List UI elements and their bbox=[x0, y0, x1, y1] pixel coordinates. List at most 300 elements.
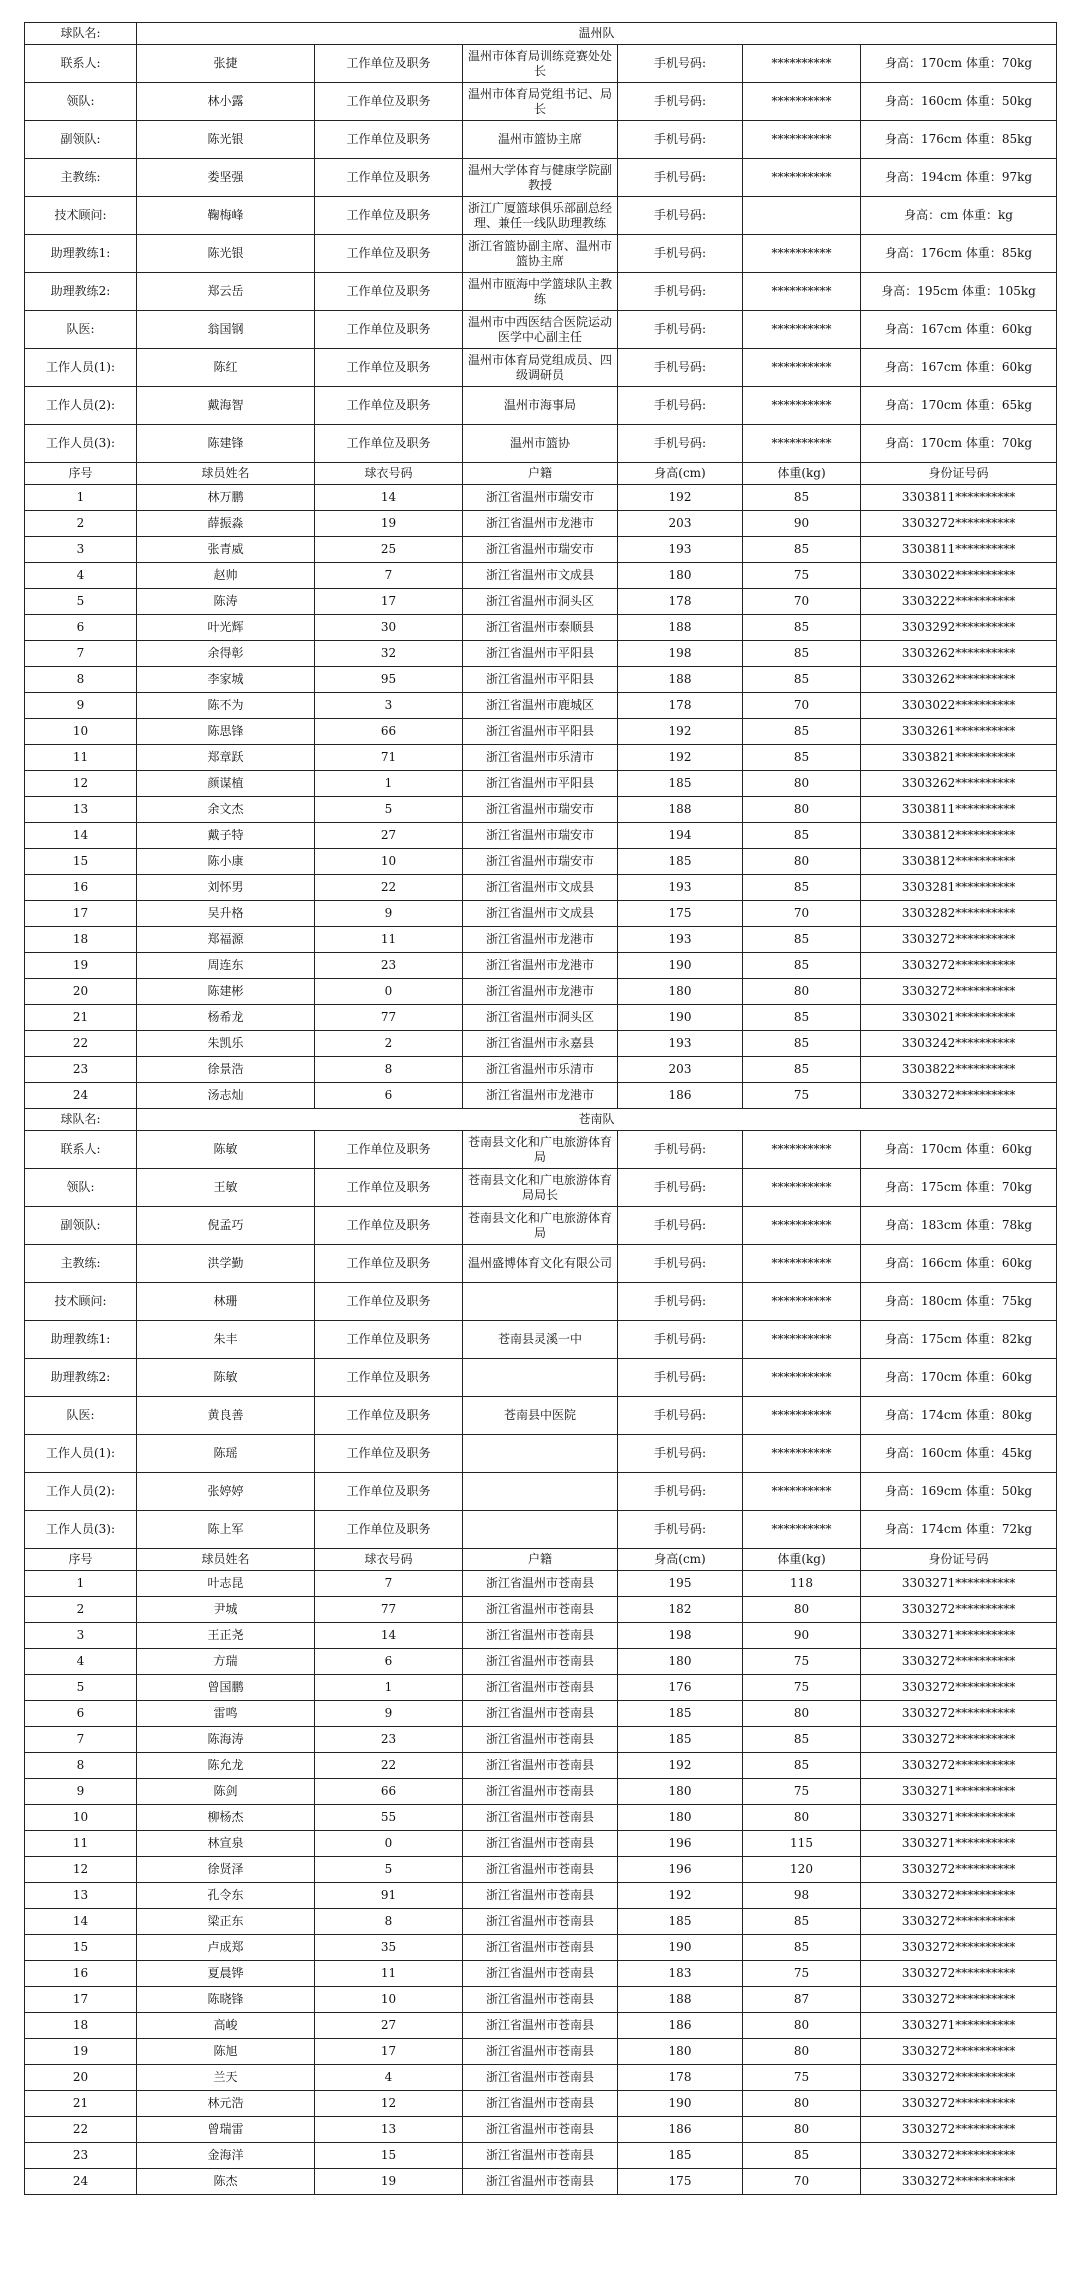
player-jersey: 77 bbox=[315, 1005, 463, 1031]
player-id-number: 3303261********** bbox=[861, 719, 1057, 745]
player-weight: 70 bbox=[743, 589, 861, 615]
player-weight: 80 bbox=[743, 1701, 861, 1727]
staff-phone: ********** bbox=[743, 387, 861, 425]
player-column-header: 序号 bbox=[25, 463, 137, 485]
player-name: 陈建彬 bbox=[137, 979, 315, 1005]
player-hometown: 浙江省温州市文成县 bbox=[463, 563, 618, 589]
staff-phone: ********** bbox=[743, 1283, 861, 1321]
player-height: 203 bbox=[618, 511, 743, 537]
staff-work-unit: 温州市中西医结合医院运动医学中心副主任 bbox=[463, 311, 618, 349]
player-name: 陈允龙 bbox=[137, 1753, 315, 1779]
staff-role: 助理教练2: bbox=[25, 273, 137, 311]
player-weight: 85 bbox=[743, 537, 861, 563]
player-id-number: 3303272********** bbox=[861, 2117, 1057, 2143]
player-weight: 75 bbox=[743, 563, 861, 589]
player-row bbox=[25, 1623, 1057, 1649]
staff-row bbox=[25, 45, 1057, 83]
player-column-header: 体重(kg) bbox=[743, 463, 861, 485]
phone-label: 手机号码: bbox=[618, 83, 743, 121]
player-name: 李家城 bbox=[137, 667, 315, 693]
player-name: 王正尧 bbox=[137, 1623, 315, 1649]
player-name: 周连东 bbox=[137, 953, 315, 979]
player-index: 14 bbox=[25, 1909, 137, 1935]
staff-phone: ********** bbox=[743, 235, 861, 273]
player-index: 21 bbox=[25, 2091, 137, 2117]
player-row bbox=[25, 1057, 1057, 1083]
player-weight: 85 bbox=[743, 927, 861, 953]
player-row bbox=[25, 875, 1057, 901]
staff-name: 陈建锋 bbox=[137, 425, 315, 463]
player-row bbox=[25, 901, 1057, 927]
phone-label: 手机号码: bbox=[618, 311, 743, 349]
player-name: 郑章跃 bbox=[137, 745, 315, 771]
player-jersey: 5 bbox=[315, 1857, 463, 1883]
phone-label: 手机号码: bbox=[618, 1435, 743, 1473]
phone-label: 手机号码: bbox=[618, 1359, 743, 1397]
staff-name: 朱丰 bbox=[137, 1321, 315, 1359]
player-id-number: 3303272********** bbox=[861, 979, 1057, 1005]
player-name: 梁正东 bbox=[137, 1909, 315, 1935]
player-hometown: 浙江省温州市龙港市 bbox=[463, 1083, 618, 1109]
player-weight: 80 bbox=[743, 849, 861, 875]
player-index: 7 bbox=[25, 641, 137, 667]
player-index: 2 bbox=[25, 511, 137, 537]
staff-row bbox=[25, 197, 1057, 235]
staff-name: 陈敏 bbox=[137, 1131, 315, 1169]
player-id-number: 3303272********** bbox=[861, 1987, 1057, 2013]
phone-label: 手机号码: bbox=[618, 159, 743, 197]
player-weight: 118 bbox=[743, 1571, 861, 1597]
phone-label: 手机号码: bbox=[618, 1283, 743, 1321]
player-jersey: 2 bbox=[315, 1031, 463, 1057]
player-jersey: 19 bbox=[315, 2169, 463, 2195]
player-row bbox=[25, 1831, 1057, 1857]
player-weight: 75 bbox=[743, 1649, 861, 1675]
phone-label: 手机号码: bbox=[618, 1169, 743, 1207]
player-weight: 75 bbox=[743, 1675, 861, 1701]
player-name: 兰天 bbox=[137, 2065, 315, 2091]
staff-height-weight: 身高：194cm 体重：97kg bbox=[861, 159, 1057, 197]
player-weight: 80 bbox=[743, 2039, 861, 2065]
player-index: 23 bbox=[25, 1057, 137, 1083]
player-jersey: 9 bbox=[315, 901, 463, 927]
player-name: 曾国鹏 bbox=[137, 1675, 315, 1701]
player-height: 185 bbox=[618, 1909, 743, 1935]
player-name: 林元浩 bbox=[137, 2091, 315, 2117]
player-hometown: 浙江省温州市平阳县 bbox=[463, 719, 618, 745]
player-height: 185 bbox=[618, 849, 743, 875]
player-height: 183 bbox=[618, 1961, 743, 1987]
player-name: 赵帅 bbox=[137, 563, 315, 589]
player-weight: 85 bbox=[743, 485, 861, 511]
player-index: 20 bbox=[25, 2065, 137, 2091]
staff-role: 主教练: bbox=[25, 1245, 137, 1283]
player-name: 颜谋植 bbox=[137, 771, 315, 797]
player-id-number: 3303822********** bbox=[861, 1057, 1057, 1083]
staff-phone: ********** bbox=[743, 1359, 861, 1397]
player-index: 10 bbox=[25, 719, 137, 745]
work-unit-label: 工作单位及职务 bbox=[315, 1321, 463, 1359]
phone-label: 手机号码: bbox=[618, 1207, 743, 1245]
player-row bbox=[25, 2065, 1057, 2091]
player-height: 185 bbox=[618, 2143, 743, 2169]
player-name: 叶光辉 bbox=[137, 615, 315, 641]
player-height: 185 bbox=[618, 1701, 743, 1727]
player-weight: 85 bbox=[743, 1935, 861, 1961]
staff-phone: ********** bbox=[743, 1473, 861, 1511]
staff-name: 陈瑶 bbox=[137, 1435, 315, 1473]
player-height: 185 bbox=[618, 1727, 743, 1753]
player-weight: 85 bbox=[743, 1727, 861, 1753]
phone-label: 手机号码: bbox=[618, 1397, 743, 1435]
player-index: 6 bbox=[25, 1701, 137, 1727]
player-name: 朱凯乐 bbox=[137, 1031, 315, 1057]
player-hometown: 浙江省温州市苍南县 bbox=[463, 1727, 618, 1753]
player-height: 188 bbox=[618, 667, 743, 693]
work-unit-label: 工作单位及职务 bbox=[315, 1131, 463, 1169]
player-row bbox=[25, 1571, 1057, 1597]
phone-label: 手机号码: bbox=[618, 273, 743, 311]
player-height: 193 bbox=[618, 927, 743, 953]
player-row bbox=[25, 1883, 1057, 1909]
player-name: 林万鹏 bbox=[137, 485, 315, 511]
player-name: 郑福源 bbox=[137, 927, 315, 953]
player-hometown: 浙江省温州市苍南县 bbox=[463, 1935, 618, 1961]
player-name: 孔令东 bbox=[137, 1883, 315, 1909]
player-hometown: 浙江省温州市泰顺县 bbox=[463, 615, 618, 641]
player-height: 188 bbox=[618, 1987, 743, 2013]
player-row bbox=[25, 719, 1057, 745]
player-weight: 80 bbox=[743, 1597, 861, 1623]
staff-row bbox=[25, 235, 1057, 273]
player-hometown: 浙江省温州市平阳县 bbox=[463, 667, 618, 693]
player-hometown: 浙江省温州市苍南县 bbox=[463, 1675, 618, 1701]
work-unit-label: 工作单位及职务 bbox=[315, 1207, 463, 1245]
player-index: 12 bbox=[25, 771, 137, 797]
player-index: 21 bbox=[25, 1005, 137, 1031]
work-unit-label: 工作单位及职务 bbox=[315, 349, 463, 387]
player-weight: 85 bbox=[743, 1057, 861, 1083]
staff-height-weight: 身高：183cm 体重：78kg bbox=[861, 1207, 1057, 1245]
player-jersey: 0 bbox=[315, 1831, 463, 1857]
player-hometown: 浙江省温州市龙港市 bbox=[463, 927, 618, 953]
player-name: 吴升格 bbox=[137, 901, 315, 927]
player-id-number: 3303812********** bbox=[861, 823, 1057, 849]
player-hometown: 浙江省温州市乐清市 bbox=[463, 1057, 618, 1083]
player-height: 188 bbox=[618, 615, 743, 641]
staff-height-weight: 身高：195cm 体重：105kg bbox=[861, 273, 1057, 311]
staff-work-unit: 浙江广厦篮球俱乐部副总经理、兼任一线队助理教练 bbox=[463, 197, 618, 235]
player-name: 林宣泉 bbox=[137, 1831, 315, 1857]
player-jersey: 1 bbox=[315, 771, 463, 797]
player-height: 193 bbox=[618, 875, 743, 901]
player-weight: 80 bbox=[743, 1805, 861, 1831]
player-jersey: 15 bbox=[315, 2143, 463, 2169]
player-jersey: 95 bbox=[315, 667, 463, 693]
player-jersey: 77 bbox=[315, 1597, 463, 1623]
player-row bbox=[25, 2169, 1057, 2195]
player-height: 175 bbox=[618, 2169, 743, 2195]
staff-height-weight: 身高：170cm 体重：60kg bbox=[861, 1131, 1057, 1169]
player-weight: 70 bbox=[743, 2169, 861, 2195]
staff-name: 张捷 bbox=[137, 45, 315, 83]
player-row bbox=[25, 563, 1057, 589]
player-id-number: 3303281********** bbox=[861, 875, 1057, 901]
player-row bbox=[25, 485, 1057, 511]
staff-work-unit bbox=[463, 1283, 618, 1321]
player-jersey: 8 bbox=[315, 1909, 463, 1935]
player-row bbox=[25, 1857, 1057, 1883]
player-hometown: 浙江省温州市苍南县 bbox=[463, 1831, 618, 1857]
player-row bbox=[25, 927, 1057, 953]
staff-phone: ********** bbox=[743, 1511, 861, 1549]
player-row bbox=[25, 1779, 1057, 1805]
phone-label: 手机号码: bbox=[618, 1321, 743, 1359]
player-weight: 85 bbox=[743, 1753, 861, 1779]
player-id-number: 3303272********** bbox=[861, 2091, 1057, 2117]
staff-height-weight: 身高：174cm 体重：80kg bbox=[861, 1397, 1057, 1435]
staff-work-unit: 苍南县文化和广电旅游体育局 bbox=[463, 1131, 618, 1169]
work-unit-label: 工作单位及职务 bbox=[315, 1397, 463, 1435]
staff-row bbox=[25, 1321, 1057, 1359]
player-hometown: 浙江省温州市苍南县 bbox=[463, 1571, 618, 1597]
player-row bbox=[25, 537, 1057, 563]
player-id-number: 3303271********** bbox=[861, 1805, 1057, 1831]
staff-work-unit: 温州市瓯海中学篮球队主教练 bbox=[463, 273, 618, 311]
staff-row bbox=[25, 1283, 1057, 1321]
player-id-number: 3303272********** bbox=[861, 2039, 1057, 2065]
team-name: 苍南队 bbox=[137, 1109, 1057, 1131]
player-hometown: 浙江省温州市苍南县 bbox=[463, 1909, 618, 1935]
player-row bbox=[25, 1753, 1057, 1779]
player-id-number: 3303271********** bbox=[861, 1623, 1057, 1649]
work-unit-label: 工作单位及职务 bbox=[315, 1169, 463, 1207]
player-index: 3 bbox=[25, 1623, 137, 1649]
player-jersey: 0 bbox=[315, 979, 463, 1005]
player-weight: 120 bbox=[743, 1857, 861, 1883]
staff-work-unit: 苍南县灵溪一中 bbox=[463, 1321, 618, 1359]
player-index: 19 bbox=[25, 2039, 137, 2065]
staff-role: 工作人员(3): bbox=[25, 1511, 137, 1549]
player-height: 193 bbox=[618, 537, 743, 563]
player-height: 192 bbox=[618, 1883, 743, 1909]
staff-phone: ********** bbox=[743, 1321, 861, 1359]
player-jersey: 27 bbox=[315, 2013, 463, 2039]
player-height: 203 bbox=[618, 1057, 743, 1083]
staff-role: 领队: bbox=[25, 83, 137, 121]
player-hometown: 浙江省温州市瑞安市 bbox=[463, 485, 618, 511]
player-row bbox=[25, 771, 1057, 797]
work-unit-label: 工作单位及职务 bbox=[315, 1473, 463, 1511]
player-id-number: 3303272********** bbox=[861, 1083, 1057, 1109]
player-index: 23 bbox=[25, 2143, 137, 2169]
staff-work-unit: 苍南县文化和广电旅游体育局局长 bbox=[463, 1169, 618, 1207]
player-index: 11 bbox=[25, 745, 137, 771]
player-id-number: 3303272********** bbox=[861, 1857, 1057, 1883]
player-row bbox=[25, 2117, 1057, 2143]
staff-row bbox=[25, 1435, 1057, 1473]
player-height: 180 bbox=[618, 1649, 743, 1675]
staff-phone: ********** bbox=[743, 311, 861, 349]
player-index: 5 bbox=[25, 1675, 137, 1701]
staff-phone: ********** bbox=[743, 1435, 861, 1473]
phone-label: 手机号码: bbox=[618, 349, 743, 387]
staff-phone: ********** bbox=[743, 349, 861, 387]
player-column-header: 球员姓名 bbox=[137, 1549, 315, 1571]
staff-row bbox=[25, 159, 1057, 197]
staff-height-weight: 身高：166cm 体重：60kg bbox=[861, 1245, 1057, 1283]
player-row bbox=[25, 1909, 1057, 1935]
player-jersey: 17 bbox=[315, 2039, 463, 2065]
staff-name: 陈红 bbox=[137, 349, 315, 387]
staff-work-unit: 温州市篮协主席 bbox=[463, 121, 618, 159]
player-height: 190 bbox=[618, 2091, 743, 2117]
player-index: 9 bbox=[25, 1779, 137, 1805]
staff-role: 副领队: bbox=[25, 1207, 137, 1245]
player-hometown: 浙江省温州市永嘉县 bbox=[463, 1031, 618, 1057]
player-hometown: 浙江省温州市苍南县 bbox=[463, 2013, 618, 2039]
player-hometown: 浙江省温州市苍南县 bbox=[463, 2169, 618, 2195]
player-name: 方瑞 bbox=[137, 1649, 315, 1675]
player-id-number: 3303821********** bbox=[861, 745, 1057, 771]
player-header-row bbox=[25, 1549, 1057, 1571]
staff-work-unit: 温州盛博体育文化有限公司 bbox=[463, 1245, 618, 1283]
player-row bbox=[25, 1987, 1057, 2013]
player-index: 10 bbox=[25, 1805, 137, 1831]
staff-phone: ********** bbox=[743, 83, 861, 121]
staff-phone: ********** bbox=[743, 425, 861, 463]
player-name: 尹城 bbox=[137, 1597, 315, 1623]
phone-label: 手机号码: bbox=[618, 1131, 743, 1169]
staff-phone: ********** bbox=[743, 45, 861, 83]
player-index: 15 bbox=[25, 849, 137, 875]
player-jersey: 35 bbox=[315, 1935, 463, 1961]
player-row bbox=[25, 1031, 1057, 1057]
player-id-number: 3303812********** bbox=[861, 849, 1057, 875]
player-height: 192 bbox=[618, 745, 743, 771]
player-id-number: 3303292********** bbox=[861, 615, 1057, 641]
staff-work-unit: 温州市海事局 bbox=[463, 387, 618, 425]
player-id-number: 3303282********** bbox=[861, 901, 1057, 927]
player-column-header: 球衣号码 bbox=[315, 463, 463, 485]
player-height: 178 bbox=[618, 589, 743, 615]
player-id-number: 3303272********** bbox=[861, 1909, 1057, 1935]
player-hometown: 浙江省温州市苍南县 bbox=[463, 1883, 618, 1909]
player-id-number: 3303272********** bbox=[861, 2065, 1057, 2091]
staff-name: 林珊 bbox=[137, 1283, 315, 1321]
player-hometown: 浙江省温州市苍南县 bbox=[463, 1701, 618, 1727]
player-row bbox=[25, 667, 1057, 693]
staff-work-unit: 温州市体育局党组成员、四级调研员 bbox=[463, 349, 618, 387]
phone-label: 手机号码: bbox=[618, 1245, 743, 1283]
staff-work-unit: 温州市体育局党组书记、局长 bbox=[463, 83, 618, 121]
player-index: 18 bbox=[25, 2013, 137, 2039]
player-index: 17 bbox=[25, 1987, 137, 2013]
player-index: 24 bbox=[25, 2169, 137, 2195]
player-row bbox=[25, 953, 1057, 979]
player-weight: 80 bbox=[743, 979, 861, 1005]
player-name: 陈涛 bbox=[137, 589, 315, 615]
player-jersey: 5 bbox=[315, 797, 463, 823]
player-height: 193 bbox=[618, 1031, 743, 1057]
player-weight: 85 bbox=[743, 1005, 861, 1031]
staff-role: 工作人员(1): bbox=[25, 1435, 137, 1473]
player-name: 陈杰 bbox=[137, 2169, 315, 2195]
player-row bbox=[25, 1805, 1057, 1831]
staff-row bbox=[25, 349, 1057, 387]
player-jersey: 23 bbox=[315, 953, 463, 979]
player-weight: 85 bbox=[743, 719, 861, 745]
staff-role: 联系人: bbox=[25, 1131, 137, 1169]
player-height: 192 bbox=[618, 719, 743, 745]
player-index: 16 bbox=[25, 1961, 137, 1987]
player-weight: 70 bbox=[743, 901, 861, 927]
player-hometown: 浙江省温州市瑞安市 bbox=[463, 797, 618, 823]
work-unit-label: 工作单位及职务 bbox=[315, 83, 463, 121]
work-unit-label: 工作单位及职务 bbox=[315, 121, 463, 159]
player-height: 192 bbox=[618, 1753, 743, 1779]
staff-work-unit: 温州市篮协 bbox=[463, 425, 618, 463]
player-index: 1 bbox=[25, 1571, 137, 1597]
player-height: 175 bbox=[618, 901, 743, 927]
player-name: 高峻 bbox=[137, 2013, 315, 2039]
staff-row bbox=[25, 1511, 1057, 1549]
player-jersey: 71 bbox=[315, 745, 463, 771]
staff-role: 队医: bbox=[25, 1397, 137, 1435]
team-name-row bbox=[25, 23, 1057, 45]
player-height: 185 bbox=[618, 771, 743, 797]
player-jersey: 14 bbox=[315, 1623, 463, 1649]
player-id-number: 3303222********** bbox=[861, 589, 1057, 615]
player-id-number: 3303262********** bbox=[861, 771, 1057, 797]
staff-phone: ********** bbox=[743, 1245, 861, 1283]
player-id-number: 3303272********** bbox=[861, 1649, 1057, 1675]
player-jersey: 13 bbox=[315, 2117, 463, 2143]
staff-height-weight: 身高：167cm 体重：60kg bbox=[861, 311, 1057, 349]
player-height: 198 bbox=[618, 641, 743, 667]
player-hometown: 浙江省温州市乐清市 bbox=[463, 745, 618, 771]
staff-row bbox=[25, 1245, 1057, 1283]
player-index: 9 bbox=[25, 693, 137, 719]
staff-height-weight: 身高：174cm 体重：72kg bbox=[861, 1511, 1057, 1549]
staff-height-weight: 身高：170cm 体重：65kg bbox=[861, 387, 1057, 425]
player-weight: 85 bbox=[743, 1031, 861, 1057]
player-index: 1 bbox=[25, 485, 137, 511]
player-row bbox=[25, 2013, 1057, 2039]
player-hometown: 浙江省温州市苍南县 bbox=[463, 1805, 618, 1831]
staff-work-unit: 温州大学体育与健康学院副教授 bbox=[463, 159, 618, 197]
player-height: 182 bbox=[618, 1597, 743, 1623]
staff-phone: ********** bbox=[743, 273, 861, 311]
player-row bbox=[25, 1597, 1057, 1623]
player-weight: 87 bbox=[743, 1987, 861, 2013]
staff-role: 队医: bbox=[25, 311, 137, 349]
player-name: 陈剑 bbox=[137, 1779, 315, 1805]
player-jersey: 6 bbox=[315, 1649, 463, 1675]
work-unit-label: 工作单位及职务 bbox=[315, 387, 463, 425]
staff-name: 鞠梅峰 bbox=[137, 197, 315, 235]
player-height: 190 bbox=[618, 953, 743, 979]
phone-label: 手机号码: bbox=[618, 45, 743, 83]
player-jersey: 6 bbox=[315, 1083, 463, 1109]
player-name: 余得彰 bbox=[137, 641, 315, 667]
staff-role: 助理教练2: bbox=[25, 1359, 137, 1397]
staff-role: 助理教练1: bbox=[25, 235, 137, 273]
player-hometown: 浙江省温州市文成县 bbox=[463, 875, 618, 901]
player-name: 曾瑞雷 bbox=[137, 2117, 315, 2143]
staff-height-weight: 身高：170cm 体重：60kg bbox=[861, 1359, 1057, 1397]
staff-name: 张婷婷 bbox=[137, 1473, 315, 1511]
